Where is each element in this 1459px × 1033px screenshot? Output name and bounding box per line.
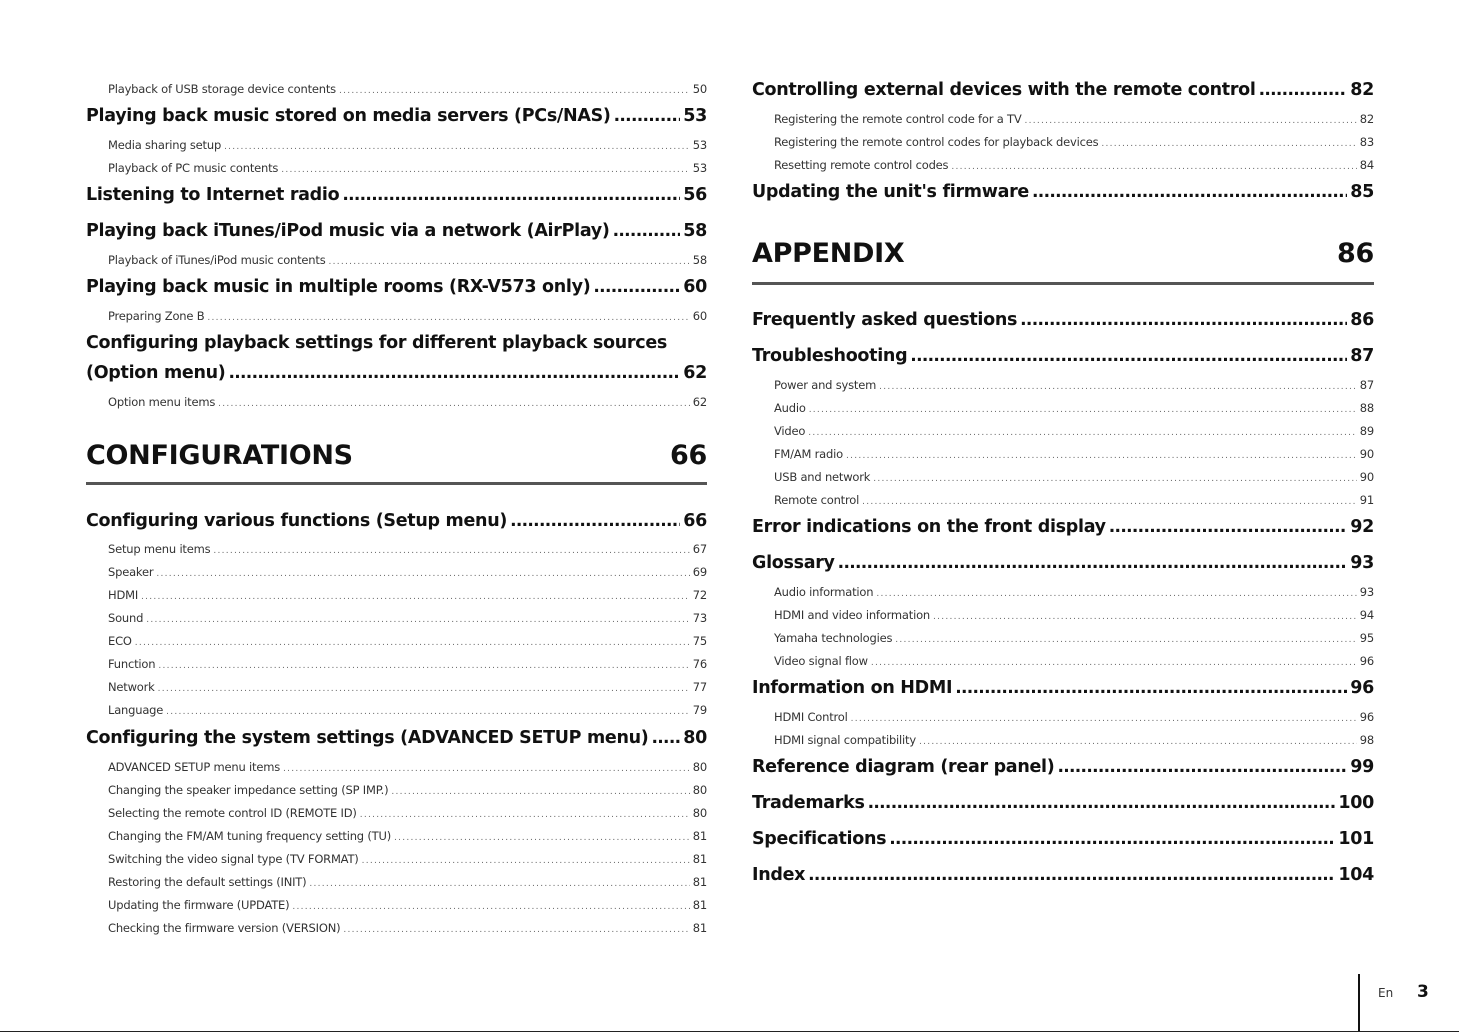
dot-leader [1109, 517, 1347, 537]
toc-entry-label: Checking the firmware version (VERSION) [108, 921, 341, 935]
dot-leader [1032, 182, 1347, 202]
toc-section-entry[interactable] [86, 221, 707, 241]
dot-leader [910, 346, 1347, 366]
toc-page-number: 62 [683, 363, 707, 383]
toc-subentry[interactable] [752, 135, 1374, 149]
toc-section-entry[interactable] [86, 106, 707, 126]
toc-subentry[interactable] [86, 161, 707, 175]
dot-leader [510, 511, 680, 531]
toc-subentry[interactable] [86, 921, 707, 935]
toc-entry-label: Updating the unit's firmware [752, 182, 1030, 202]
dot-leader [166, 707, 690, 717]
dot-leader [879, 382, 1357, 392]
toc-entry-label: Index [752, 865, 806, 885]
toc-page-number: 87 [1359, 378, 1374, 392]
toc-subentry[interactable] [86, 657, 707, 671]
toc-entry-label: Playing back iTunes/iPod music via a network (AirPlay) [86, 221, 610, 241]
toc-page-number: 50 [692, 82, 707, 96]
toc-subentry[interactable] [86, 253, 707, 267]
toc-entry-label: Selecting the remote control ID (REMOTE ID) [108, 806, 357, 820]
dot-leader [135, 638, 690, 648]
toc-page-number: 81 [692, 852, 707, 866]
toc-page-number: 93 [1359, 585, 1374, 599]
toc-entry-label: ADVANCED SETUP menu items [108, 760, 281, 774]
toc-entry-label: Information on HDMI [752, 678, 953, 698]
toc-entry-label: Video signal flow [774, 654, 868, 668]
toc-section-entry[interactable] [752, 182, 1374, 202]
toc-subentry[interactable] [752, 493, 1374, 507]
toc-subentry[interactable] [752, 608, 1374, 622]
toc-entry-label: Controlling external devices with the remote control [752, 80, 1256, 100]
footer-divider [1358, 974, 1360, 1032]
toc-subentry[interactable] [86, 309, 707, 323]
toc-entry-label: Speaker [108, 565, 154, 579]
dot-leader [1259, 80, 1348, 100]
toc-subentry[interactable] [86, 82, 707, 96]
dot-leader [873, 474, 1357, 484]
toc-page-number: 56 [683, 185, 707, 205]
chapter-heading[interactable] [86, 440, 707, 471]
toc-entry-label: Changing the FM/AM tuning frequency setting (TU) [108, 829, 391, 843]
toc-entry-label: Troubleshooting [752, 346, 908, 366]
toc-entry-label: Audio information [774, 585, 874, 599]
dot-leader [933, 612, 1357, 622]
dot-leader [838, 553, 1348, 573]
toc-subentry[interactable] [86, 806, 707, 820]
dot-leader [846, 451, 1357, 461]
toc-page-number: 67 [692, 542, 707, 556]
dot-leader [343, 925, 689, 935]
toc-page-number: 101 [1338, 829, 1374, 849]
toc-page-number: 72 [692, 588, 707, 602]
toc-page-number: 58 [683, 221, 707, 241]
chapter-title: CONFIGURATIONS [86, 440, 353, 471]
toc-entry-label: Power and system [774, 378, 877, 392]
dot-leader [851, 714, 1357, 724]
toc-entry-label: Reference diagram (rear panel) [752, 757, 1055, 777]
toc-section-entry[interactable] [752, 346, 1374, 366]
toc-entry-label: Playing back music in multiple rooms (RX-V573 only) [86, 277, 591, 297]
toc-page-number: 79 [692, 703, 707, 717]
toc-page-number: 53 [692, 161, 707, 175]
toc-entry-label: Preparing Zone B [108, 309, 205, 323]
toc-page-number: 66 [683, 511, 707, 531]
toc-section-entry[interactable] [86, 511, 707, 531]
dot-leader [207, 313, 689, 323]
dot-leader [391, 787, 689, 797]
toc-section-entry[interactable] [86, 277, 707, 297]
footer-language: En [1378, 986, 1394, 1000]
dot-leader [614, 106, 681, 126]
toc-page-number: 98 [1359, 733, 1374, 747]
chapter-rule [86, 482, 707, 485]
toc-entry-label: Resetting remote control codes [774, 158, 949, 172]
toc-entry-label: Configuring various functions (Setup menu) [86, 511, 508, 531]
toc-page-number: 81 [692, 829, 707, 843]
toc-page-number: 53 [692, 138, 707, 152]
dot-leader [808, 428, 1357, 438]
toc-subentry[interactable] [752, 733, 1374, 747]
toc-page-number: 104 [1338, 865, 1374, 885]
toc-subentry[interactable] [86, 898, 707, 912]
toc-subentry[interactable] [86, 138, 707, 152]
toc-page-number: 85 [1350, 182, 1374, 202]
toc-subentry[interactable] [752, 585, 1374, 599]
toc-section-entry[interactable] [752, 553, 1374, 573]
toc-page-number: 80 [692, 760, 707, 774]
toc-subentry[interactable] [752, 158, 1374, 172]
toc-entry-label: Restoring the default settings (INIT) [108, 875, 307, 889]
dot-leader [808, 865, 1335, 885]
toc-page-number: 80 [683, 728, 707, 748]
toc-page-number: 60 [683, 277, 707, 297]
dot-leader [141, 592, 690, 602]
toc-page-number: 82 [1350, 80, 1374, 100]
dot-leader [224, 142, 690, 152]
toc-page-number: 86 [1350, 310, 1374, 330]
toc-entry-label: Trademarks [752, 793, 865, 813]
toc-subentry[interactable] [752, 470, 1374, 484]
toc-page-number: 90 [1359, 447, 1374, 461]
toc-section-entry[interactable] [752, 865, 1374, 885]
toc-subentry[interactable] [86, 542, 707, 556]
toc-entry-label: Network [108, 680, 155, 694]
toc-entry-label: HDMI [108, 588, 139, 602]
toc-page-number: 96 [1359, 654, 1374, 668]
dot-leader [1020, 310, 1347, 330]
toc-subentry[interactable] [86, 588, 707, 602]
toc-page-number: 80 [692, 783, 707, 797]
dot-leader [951, 162, 1356, 172]
dot-leader [809, 405, 1357, 415]
toc-page-number: 53 [683, 106, 707, 126]
toc-page-number: 92 [1350, 517, 1374, 537]
toc-page-number: 77 [692, 680, 707, 694]
toc-subentry[interactable] [752, 112, 1374, 126]
dot-leader [613, 221, 681, 241]
toc-page-number: 73 [692, 611, 707, 625]
dot-leader [329, 257, 690, 267]
toc-subentry[interactable] [86, 680, 707, 694]
dot-leader [394, 833, 690, 843]
toc-page-number: 94 [1359, 608, 1374, 622]
toc-entry-label: Option menu items [108, 395, 216, 409]
toc-page-number: 69 [692, 565, 707, 579]
toc-entry-label: FM/AM radio [774, 447, 843, 461]
toc-page-number: 62 [692, 395, 707, 409]
toc-subentry[interactable] [86, 611, 707, 625]
toc-entry-label: Playing back music stored on media servers (PCs/NAS) [86, 106, 611, 126]
chapter-heading[interactable] [752, 238, 1374, 269]
dot-leader [213, 546, 689, 556]
toc-section-entry[interactable] [86, 728, 707, 748]
dot-leader [339, 86, 690, 96]
toc-subentry[interactable] [86, 875, 707, 889]
toc-entry-label: HDMI and video information [774, 608, 931, 622]
dot-leader [1025, 116, 1357, 126]
dot-leader [895, 635, 1357, 645]
toc-entry-label: Yamaha technologies [774, 631, 893, 645]
toc-section-title-line1[interactable]: Configuring playback settings for different playback sources [86, 333, 668, 353]
toc-page-number: 60 [692, 309, 707, 323]
toc-page-number: 81 [692, 875, 707, 889]
toc-subentry[interactable] [86, 852, 707, 866]
chapter-rule [752, 282, 1374, 285]
toc-page-number: 88 [1359, 401, 1374, 415]
toc-section-entry[interactable] [752, 678, 1374, 698]
chapter-page-number: 66 [670, 440, 707, 471]
toc-subentry[interactable] [86, 634, 707, 648]
toc-entry-label: Media sharing setup [108, 138, 222, 152]
dot-leader [362, 856, 690, 866]
dot-leader [281, 165, 690, 175]
dot-leader [283, 764, 690, 774]
toc-entry-label: Configuring the system settings (ADVANCED SETUP menu) [86, 728, 649, 748]
toc-entry-label: Setup menu items [108, 542, 211, 556]
dot-leader [862, 497, 1357, 507]
toc-page-number: 80 [692, 806, 707, 820]
dot-leader [228, 363, 680, 383]
toc-entry-label: Language [108, 703, 164, 717]
toc-subentry[interactable] [86, 760, 707, 774]
toc-entry-label: Registering the remote control codes for playback devices [774, 135, 1099, 149]
toc-subentry[interactable] [752, 424, 1374, 438]
toc-section-entry[interactable] [86, 363, 707, 383]
toc-page-number: 91 [1359, 493, 1374, 507]
toc-page-number: 76 [692, 657, 707, 671]
toc-entry-label: Playback of PC music contents [108, 161, 279, 175]
toc-page-number: 95 [1359, 631, 1374, 645]
toc-entry-label: Audio [774, 401, 806, 415]
dot-leader [919, 737, 1357, 747]
toc-subentry[interactable] [86, 565, 707, 579]
toc-page-number: 100 [1338, 793, 1374, 813]
toc-entry-label: Specifications [752, 829, 887, 849]
toc-subentry[interactable] [752, 710, 1374, 724]
dot-leader [889, 829, 1335, 849]
toc-page-number: 90 [1359, 470, 1374, 484]
toc-page-number: 75 [692, 634, 707, 648]
toc-subentry[interactable] [86, 783, 707, 797]
toc-subentry[interactable] [752, 378, 1374, 392]
toc-entry-label: Switching the video signal type (TV FORMAT) [108, 852, 359, 866]
toc-section-entry[interactable] [752, 829, 1374, 849]
toc-section-entry[interactable] [752, 310, 1374, 330]
toc-entry-label: Frequently asked questions [752, 310, 1018, 330]
toc-entry-label: HDMI signal compatibility [774, 733, 916, 747]
toc-entry-label: (Option menu) [86, 363, 226, 383]
toc-section-entry[interactable] [752, 517, 1374, 537]
toc-subentry[interactable] [86, 395, 707, 409]
dot-leader [871, 658, 1357, 668]
dot-leader [593, 277, 680, 297]
toc-entry-label: Changing the speaker impedance setting (SP IMP.) [108, 783, 389, 797]
toc-subentry[interactable] [752, 447, 1374, 461]
toc-entry-label: Updating the firmware (UPDATE) [108, 898, 290, 912]
toc-subentry[interactable] [86, 829, 707, 843]
dot-leader [309, 879, 689, 889]
toc-page-number: 58 [692, 253, 707, 267]
toc-page-number: 83 [1359, 135, 1374, 149]
toc-page-number: 96 [1350, 678, 1374, 698]
toc-entry-label: Registering the remote control code for a TV [774, 112, 1022, 126]
toc-subentry[interactable] [86, 703, 707, 717]
toc-subentry[interactable] [752, 401, 1374, 415]
dot-leader [1101, 139, 1356, 149]
toc-entry-label: Video [774, 424, 806, 438]
toc-entry-label: USB and network [774, 470, 871, 484]
footer-page-number: 3 [1417, 982, 1429, 1002]
toc-page-number: 89 [1359, 424, 1374, 438]
toc-page-number: 82 [1359, 112, 1374, 126]
toc-entry-label: Listening to Internet radio [86, 185, 340, 205]
dot-leader [292, 902, 689, 912]
toc-page-number: 81 [692, 898, 707, 912]
dot-leader [868, 793, 1336, 813]
dot-leader [955, 678, 1347, 698]
toc-entry-label: Sound [108, 611, 144, 625]
dot-leader [156, 569, 689, 579]
toc-entry-label: ECO [108, 634, 132, 648]
toc-page-number: 81 [692, 921, 707, 935]
chapter-title: APPENDIX [752, 238, 905, 269]
toc-page-number: 99 [1350, 757, 1374, 777]
toc-page-number: 84 [1359, 158, 1374, 172]
toc-section-entry[interactable] [752, 793, 1374, 813]
dot-leader [360, 810, 690, 820]
toc-page-number: 96 [1359, 710, 1374, 724]
toc-entry-label: HDMI Control [774, 710, 848, 724]
toc-entry-label: Playback of iTunes/iPod music contents [108, 253, 326, 267]
dot-leader [1057, 757, 1347, 777]
chapter-page-number: 86 [1337, 238, 1374, 269]
toc-section-entry[interactable] [752, 80, 1374, 100]
toc-page-number: 93 [1350, 553, 1374, 573]
bottom-rule [0, 1031, 1459, 1032]
dot-leader [218, 399, 690, 409]
dot-leader [876, 589, 1356, 599]
toc-entry-label: Remote control [774, 493, 860, 507]
toc-page-number: 87 [1350, 346, 1374, 366]
toc-entry-label: Playback of USB storage device contents [108, 82, 336, 96]
toc-subentry[interactable] [752, 654, 1374, 668]
toc-subentry[interactable] [752, 631, 1374, 645]
dot-leader [146, 615, 690, 625]
toc-section-entry[interactable] [86, 185, 707, 205]
toc-entry-label: Function [108, 657, 156, 671]
toc-section-entry[interactable] [752, 757, 1374, 777]
dot-leader [158, 684, 690, 694]
toc-entry-label: Glossary [752, 553, 835, 573]
dot-leader [158, 661, 689, 671]
toc-entry-label: Error indications on the front display [752, 517, 1106, 537]
dot-leader [652, 728, 681, 748]
dot-leader [342, 185, 680, 205]
